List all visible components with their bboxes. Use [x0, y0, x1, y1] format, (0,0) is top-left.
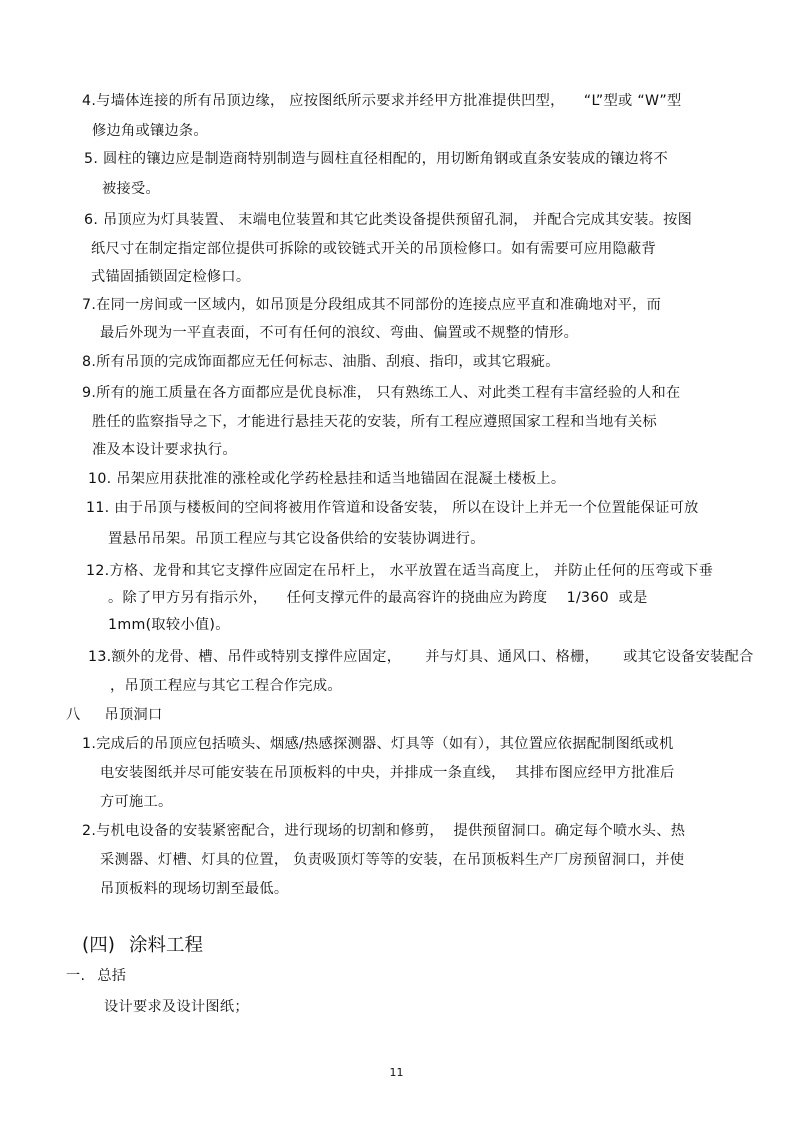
section8-item-1-line-1: [82, 734, 674, 754]
list-number: 5.: [84, 151, 99, 167]
list-item-10-line-1: [88, 469, 565, 489]
section8-item-1-line-2: 电安装图纸并尽可能安装在吊顶板料的中央，并排成一条直线， 其排布图应经甲方批准后: [100, 765, 675, 781]
list-text: 方格、龙骨和其它支撑件应固定在吊杆上， 水平放置在适当高度上， 并防止任何的压弯或下垂: [109, 563, 714, 579]
list-number: 7.: [82, 297, 97, 313]
list-text: 所有的施工质量在各方面都应是优良标准， 只有熟练工人、对此类工程有丰富经验的人和在: [96, 385, 681, 401]
list-item-4-line-2: 修边角或镶边条。: [92, 123, 208, 139]
list-item-9-line-2: 胜任的监察指导之下，才能进行悬挂天花的安装，所有工程应遵照国家工程和当地有关标: [92, 414, 658, 430]
list-item-7-line-2: 最后外现为一平直表面，不可有任何的浪纹、弯曲、偏置或不规整的情形。: [100, 325, 579, 341]
chapter-number: (四): [82, 935, 115, 956]
list-item-8-line-1: [82, 352, 560, 372]
list-text: 由于吊顶与楼板间的空间将被用作管道和设备安装， 所以在设计上并无一个位置能保证可放: [109, 500, 699, 516]
list-number: 13.: [88, 649, 112, 665]
list-item-7-line-1: [82, 295, 661, 315]
page-number: 11: [389, 1066, 404, 1079]
list-number: 12.: [86, 563, 110, 579]
list-text: 圆柱的镶边应是制造商特别制造与圆柱直径相配的，用切断角钢或直条安装成的镶边将不: [98, 151, 668, 167]
section-heading-8: [66, 705, 162, 725]
list-number: 1.: [82, 736, 97, 752]
section-title: 总括: [97, 968, 127, 984]
section8-item-2-line-2: 采测器、灯槽、灯具的位置， 负责吸顶灯等等的安装，在吊顶板料生产厂房预留洞口，并使: [100, 852, 685, 868]
list-number: 10.: [88, 471, 112, 487]
section8-item-1-line-3: 方可施工。: [100, 794, 173, 810]
section8-item-2-line-3: 吊顶板料的现场切割至最低。: [100, 881, 289, 897]
section-heading-1: [66, 966, 126, 986]
list-item-11-line-2: 置悬吊吊架。吊顶工程应与其它设备供给的安装协调进行。: [108, 531, 485, 547]
list-number: 9.: [82, 385, 97, 401]
list-item-5-line-2: 被接受。: [102, 181, 160, 197]
list-item-12-line-1: [86, 561, 713, 581]
list-item-9-line-3: 准及本设计要求执行。: [92, 442, 237, 458]
list-text: 吊架应用获批准的涨栓或化学药栓悬挂和适当地锚固在混凝土楼板上。: [111, 471, 566, 487]
section8-item-2-line-1: [82, 821, 685, 841]
list-item-12-line-2: 。除了甲方另有指示外， 任何支撑元件的最高容许的挠曲应为跨度 1/360 或是: [108, 590, 648, 606]
list-text: 吊顶应为灯具装置、 末端电位装置和其它此类设备提供预留孔洞， 并配合完成其安装。按图: [98, 212, 693, 228]
list-item-12-line-3: 1mm(取较小值)。: [108, 617, 230, 633]
list-number: 2.: [82, 823, 97, 839]
list-item-9-line-1: [82, 383, 680, 403]
section-title: 吊顶洞口: [104, 707, 163, 723]
list-item-13-line-1: [88, 647, 754, 667]
list-item-5-line-1: [84, 149, 668, 169]
list-number: 8.: [82, 354, 97, 370]
section-number: 一.: [66, 968, 86, 984]
body-paragraph: 设计要求及设计图纸；: [104, 999, 249, 1015]
list-text: 在同一房间或一区域内，如吊顶是分段组成其不同部份的连接点应平直和准确地对平，而: [96, 297, 662, 313]
list-text: 额外的龙骨、槽、吊件或特别支撑件应固定， 并与灯具、通风口、格栅， 或其它设备安装配合: [111, 649, 754, 665]
chapter-title: 涂料工程: [128, 935, 203, 956]
list-item-6-line-3: 式锚固插锁固定检修口。: [91, 269, 251, 285]
list-text: 与墙体连接的所有吊顶边缘， 应按图纸所示要求并经甲方批准提供凹型， “L”型或 “W”型: [96, 93, 682, 109]
list-item-4-line-1: [82, 91, 681, 111]
list-item-6-line-2: 纸尺寸在制定指定部位提供可拆除的或铰链式开关的吊顶检修口。如有需要可应用隐蔽背: [91, 241, 657, 257]
list-item-6-line-1: [84, 210, 692, 230]
list-text: 与机电设备的安装紧密配合，进行现场的切割和修剪， 提供预留洞口。确定每个喷水头、热: [96, 823, 686, 839]
list-item-13-line-2: ，吊顶工程应与其它工程合作完成。: [110, 678, 342, 694]
list-text: 所有吊顶的完成饰面都应无任何标志、油脂、刮痕、指印，或其它瑕疵。: [96, 354, 560, 370]
section-number: 八: [66, 707, 81, 723]
chapter-heading: [82, 934, 203, 958]
list-number: 11.: [86, 500, 110, 516]
list-item-11-line-1: [86, 498, 699, 518]
list-number: 6.: [84, 212, 99, 228]
list-text: 完成后的吊顶应包括喷头、烟感/热感探测器、灯具等（如有），其位置应依据配制图纸或机: [96, 736, 674, 752]
list-number: 4.: [82, 93, 97, 109]
